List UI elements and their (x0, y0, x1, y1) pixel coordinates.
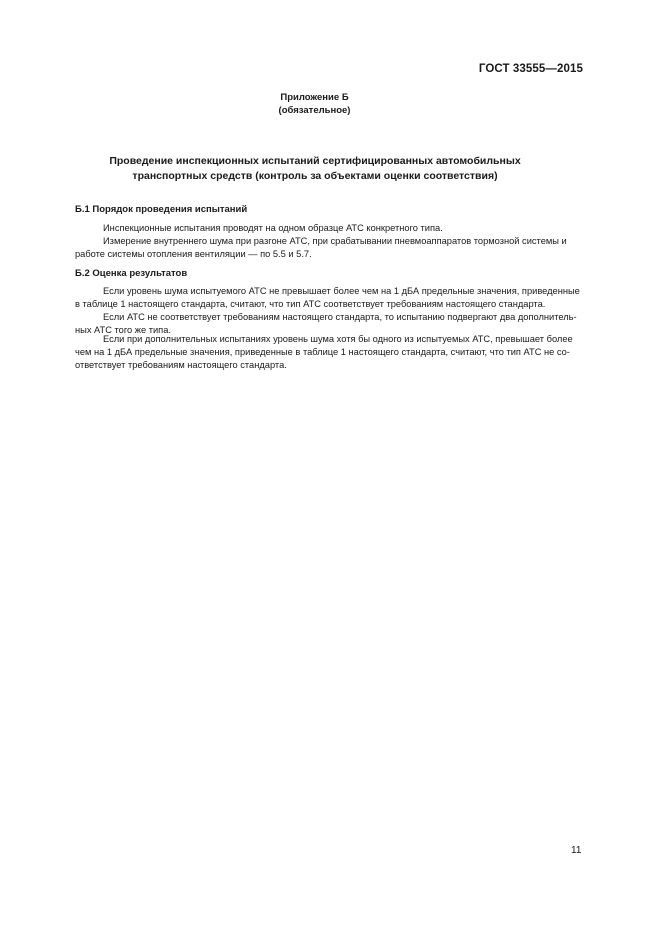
paragraph-line: Если уровень шума испытуемого АТС не превышает более чем на 1 дБА предельные значения, приведенные (103, 286, 580, 296)
annex-title: Приложение Б (280, 92, 349, 103)
paragraph-line: ных АТС того же типа. (75, 325, 171, 336)
page-number: 11 (571, 845, 582, 856)
section-heading-b2: Б.2 Оценка результатов (75, 268, 188, 279)
paragraph-line: ответствует требованиям настоящего стандарта. (75, 360, 287, 371)
document-title-line-1: Проведение инспекционных испытаний сертифицированных автомобильных (109, 155, 521, 167)
annex-status: (обязательное) (278, 104, 351, 116)
paragraph-line: Инспекционные испытания проводят на одном образце АТС конкретного типа. (103, 223, 443, 233)
paragraph-line: Если при дополнительных испытаниях уровень шума хотя бы одного из испытуемых АТС, превышает более (103, 334, 573, 344)
paragraph (103, 222, 581, 235)
annex-heading (0, 92, 629, 117)
paragraph-line: Измерение внутреннего шума при разгоне АТС, при срабатывании пневмоаппаратов тормозной системы и (103, 236, 567, 246)
standard-code: ГОСТ 33555—2015 (478, 63, 583, 75)
paragraph (75, 333, 581, 373)
paragraph (75, 285, 581, 311)
section-heading-b1: Б.1 Порядок проведения испытаний (75, 204, 248, 215)
paragraph-line: Если АТС не соответствует требованиям настоящего стандарта, то испытанию подвергают два дополнитель- (103, 312, 577, 322)
paragraph (75, 235, 581, 261)
paragraph-line: в таблице 1 настоящего стандарта, считают, что тип АТС соответствует требованиям настоящего стандарта. (75, 299, 546, 310)
paragraph-line: чем на 1 дБА предельные значения, приведенные в таблице 1 настоящего стандарта, считают, что тип АТС не со- (75, 347, 570, 358)
document-title (75, 154, 555, 184)
paragraph-line: работе системы отопления вентиляции — по 5.5 и 5.7. (75, 249, 312, 260)
document-title-line-2: транспортных средств (контроль за объектами оценки соответствия) (132, 170, 498, 182)
